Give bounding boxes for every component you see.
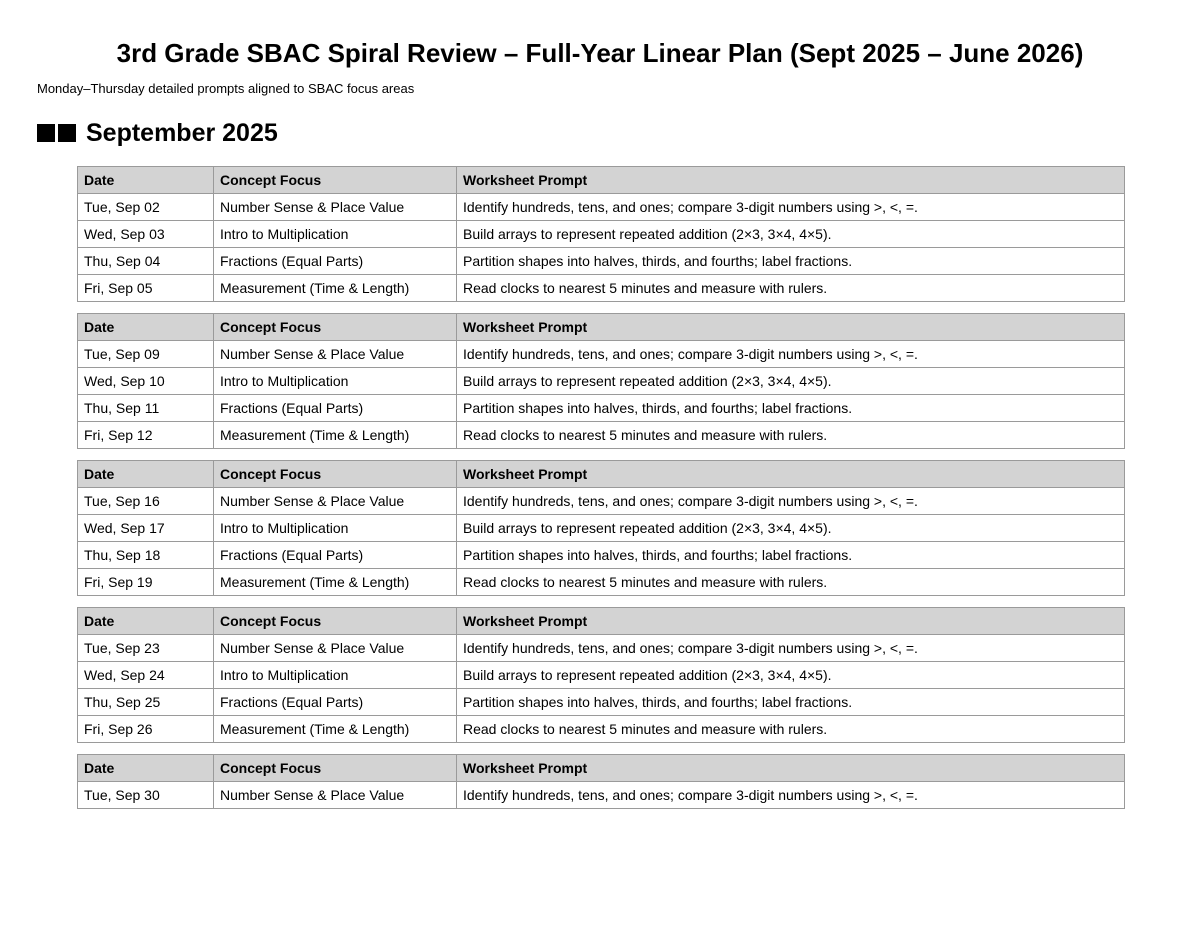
prompt-cell: Partition shapes into halves, thirds, and fourths; label fractions. xyxy=(457,689,1125,716)
table-row xyxy=(78,542,1125,569)
header-worksheet-prompt: Worksheet Prompt xyxy=(457,608,1125,635)
concept-cell: Measurement (Time & Length) xyxy=(214,716,457,743)
month-heading xyxy=(37,117,278,149)
table-header-row xyxy=(78,314,1125,341)
date-cell: Wed, Sep 10 xyxy=(78,368,214,395)
table-header-row xyxy=(78,167,1125,194)
concept-cell: Measurement (Time & Length) xyxy=(214,569,457,596)
header-concept-focus: Concept Focus xyxy=(214,755,457,782)
date-cell: Thu, Sep 25 xyxy=(78,689,214,716)
table-row xyxy=(78,194,1125,221)
prompt-cell: Read clocks to nearest 5 minutes and measure with rulers. xyxy=(457,569,1125,596)
header-concept-focus: Concept Focus xyxy=(214,461,457,488)
header-date: Date xyxy=(78,608,214,635)
header-worksheet-prompt: Worksheet Prompt xyxy=(457,461,1125,488)
table-header-row xyxy=(78,608,1125,635)
prompt-cell: Identify hundreds, tens, and ones; compare 3-digit numbers using >, <, =. xyxy=(457,488,1125,515)
date-cell: Tue, Sep 02 xyxy=(78,194,214,221)
header-worksheet-prompt: Worksheet Prompt xyxy=(457,314,1125,341)
table-row xyxy=(78,368,1125,395)
table-row xyxy=(78,221,1125,248)
prompt-cell: Build arrays to represent repeated addition (2×3, 3×4, 4×5). xyxy=(457,221,1125,248)
prompt-cell: Partition shapes into halves, thirds, and fourths; label fractions. xyxy=(457,395,1125,422)
concept-cell: Number Sense & Place Value xyxy=(214,341,457,368)
week-table xyxy=(77,460,1125,596)
prompt-cell: Build arrays to represent repeated addition (2×3, 3×4, 4×5). xyxy=(457,515,1125,542)
concept-cell: Intro to Multiplication xyxy=(214,662,457,689)
concept-cell: Number Sense & Place Value xyxy=(214,635,457,662)
concept-cell: Measurement (Time & Length) xyxy=(214,275,457,302)
table-header-row xyxy=(78,461,1125,488)
prompt-cell: Build arrays to represent repeated addition (2×3, 3×4, 4×5). xyxy=(457,662,1125,689)
prompt-cell: Identify hundreds, tens, and ones; compare 3-digit numbers using >, <, =. xyxy=(457,341,1125,368)
table-row xyxy=(78,488,1125,515)
date-cell: Fri, Sep 05 xyxy=(78,275,214,302)
concept-cell: Intro to Multiplication xyxy=(214,368,457,395)
concept-cell: Measurement (Time & Length) xyxy=(214,422,457,449)
prompt-cell: Read clocks to nearest 5 minutes and measure with rulers. xyxy=(457,275,1125,302)
date-cell: Thu, Sep 11 xyxy=(78,395,214,422)
table-row xyxy=(78,422,1125,449)
table-row xyxy=(78,662,1125,689)
concept-cell: Number Sense & Place Value xyxy=(214,488,457,515)
header-concept-focus: Concept Focus xyxy=(214,167,457,194)
week-table xyxy=(77,313,1125,449)
date-cell: Tue, Sep 23 xyxy=(78,635,214,662)
concept-cell: Number Sense & Place Value xyxy=(214,194,457,221)
square-bullet-icon xyxy=(37,124,55,142)
header-date: Date xyxy=(78,755,214,782)
table-row xyxy=(78,515,1125,542)
table-row xyxy=(78,689,1125,716)
prompt-cell: Identify hundreds, tens, and ones; compare 3-digit numbers using >, <, =. xyxy=(457,635,1125,662)
date-cell: Tue, Sep 30 xyxy=(78,782,214,809)
table-row xyxy=(78,341,1125,368)
table-row xyxy=(78,248,1125,275)
header-date: Date xyxy=(78,167,214,194)
square-bullet-icon xyxy=(58,124,76,142)
date-cell: Wed, Sep 03 xyxy=(78,221,214,248)
header-date: Date xyxy=(78,314,214,341)
week-tables xyxy=(77,166,1124,820)
concept-cell: Fractions (Equal Parts) xyxy=(214,248,457,275)
prompt-cell: Identify hundreds, tens, and ones; compare 3-digit numbers using >, <, =. xyxy=(457,194,1125,221)
date-cell: Fri, Sep 26 xyxy=(78,716,214,743)
table-header-row xyxy=(78,755,1125,782)
document-title: 3rd Grade SBAC Spiral Review – Full-Year Linear Plan (Sept 2025 – June 2026) xyxy=(116,38,1084,68)
date-cell: Wed, Sep 17 xyxy=(78,515,214,542)
table-row xyxy=(78,782,1125,809)
prompt-cell: Partition shapes into halves, thirds, and fourths; label fractions. xyxy=(457,542,1125,569)
header-concept-focus: Concept Focus xyxy=(214,608,457,635)
prompt-cell: Read clocks to nearest 5 minutes and measure with rulers. xyxy=(457,422,1125,449)
date-cell: Thu, Sep 04 xyxy=(78,248,214,275)
table-row xyxy=(78,275,1125,302)
concept-cell: Number Sense & Place Value xyxy=(214,782,457,809)
prompt-cell: Partition shapes into halves, thirds, and fourths; label fractions. xyxy=(457,248,1125,275)
date-cell: Tue, Sep 16 xyxy=(78,488,214,515)
table-row xyxy=(78,395,1125,422)
concept-cell: Fractions (Equal Parts) xyxy=(214,689,457,716)
week-table xyxy=(77,754,1125,809)
concept-cell: Fractions (Equal Parts) xyxy=(214,395,457,422)
header-concept-focus: Concept Focus xyxy=(214,314,457,341)
week-table xyxy=(77,166,1125,302)
prompt-cell: Identify hundreds, tens, and ones; compare 3-digit numbers using >, <, =. xyxy=(457,782,1125,809)
prompt-cell: Build arrays to represent repeated addition (2×3, 3×4, 4×5). xyxy=(457,368,1125,395)
table-row xyxy=(78,635,1125,662)
date-cell: Fri, Sep 19 xyxy=(78,569,214,596)
header-date: Date xyxy=(78,461,214,488)
header-worksheet-prompt: Worksheet Prompt xyxy=(457,755,1125,782)
table-row xyxy=(78,716,1125,743)
table-row xyxy=(78,569,1125,596)
date-cell: Wed, Sep 24 xyxy=(78,662,214,689)
week-table xyxy=(77,607,1125,743)
header-worksheet-prompt: Worksheet Prompt xyxy=(457,167,1125,194)
concept-cell: Fractions (Equal Parts) xyxy=(214,542,457,569)
date-cell: Fri, Sep 12 xyxy=(78,422,214,449)
prompt-cell: Read clocks to nearest 5 minutes and measure with rulers. xyxy=(457,716,1125,743)
month-heading-text: September 2025 xyxy=(86,119,278,147)
date-cell: Thu, Sep 18 xyxy=(78,542,214,569)
concept-cell: Intro to Multiplication xyxy=(214,221,457,248)
concept-cell: Intro to Multiplication xyxy=(214,515,457,542)
date-cell: Tue, Sep 09 xyxy=(78,341,214,368)
document-subtitle: Monday–Thursday detailed prompts aligned to SBAC focus areas xyxy=(37,81,415,96)
